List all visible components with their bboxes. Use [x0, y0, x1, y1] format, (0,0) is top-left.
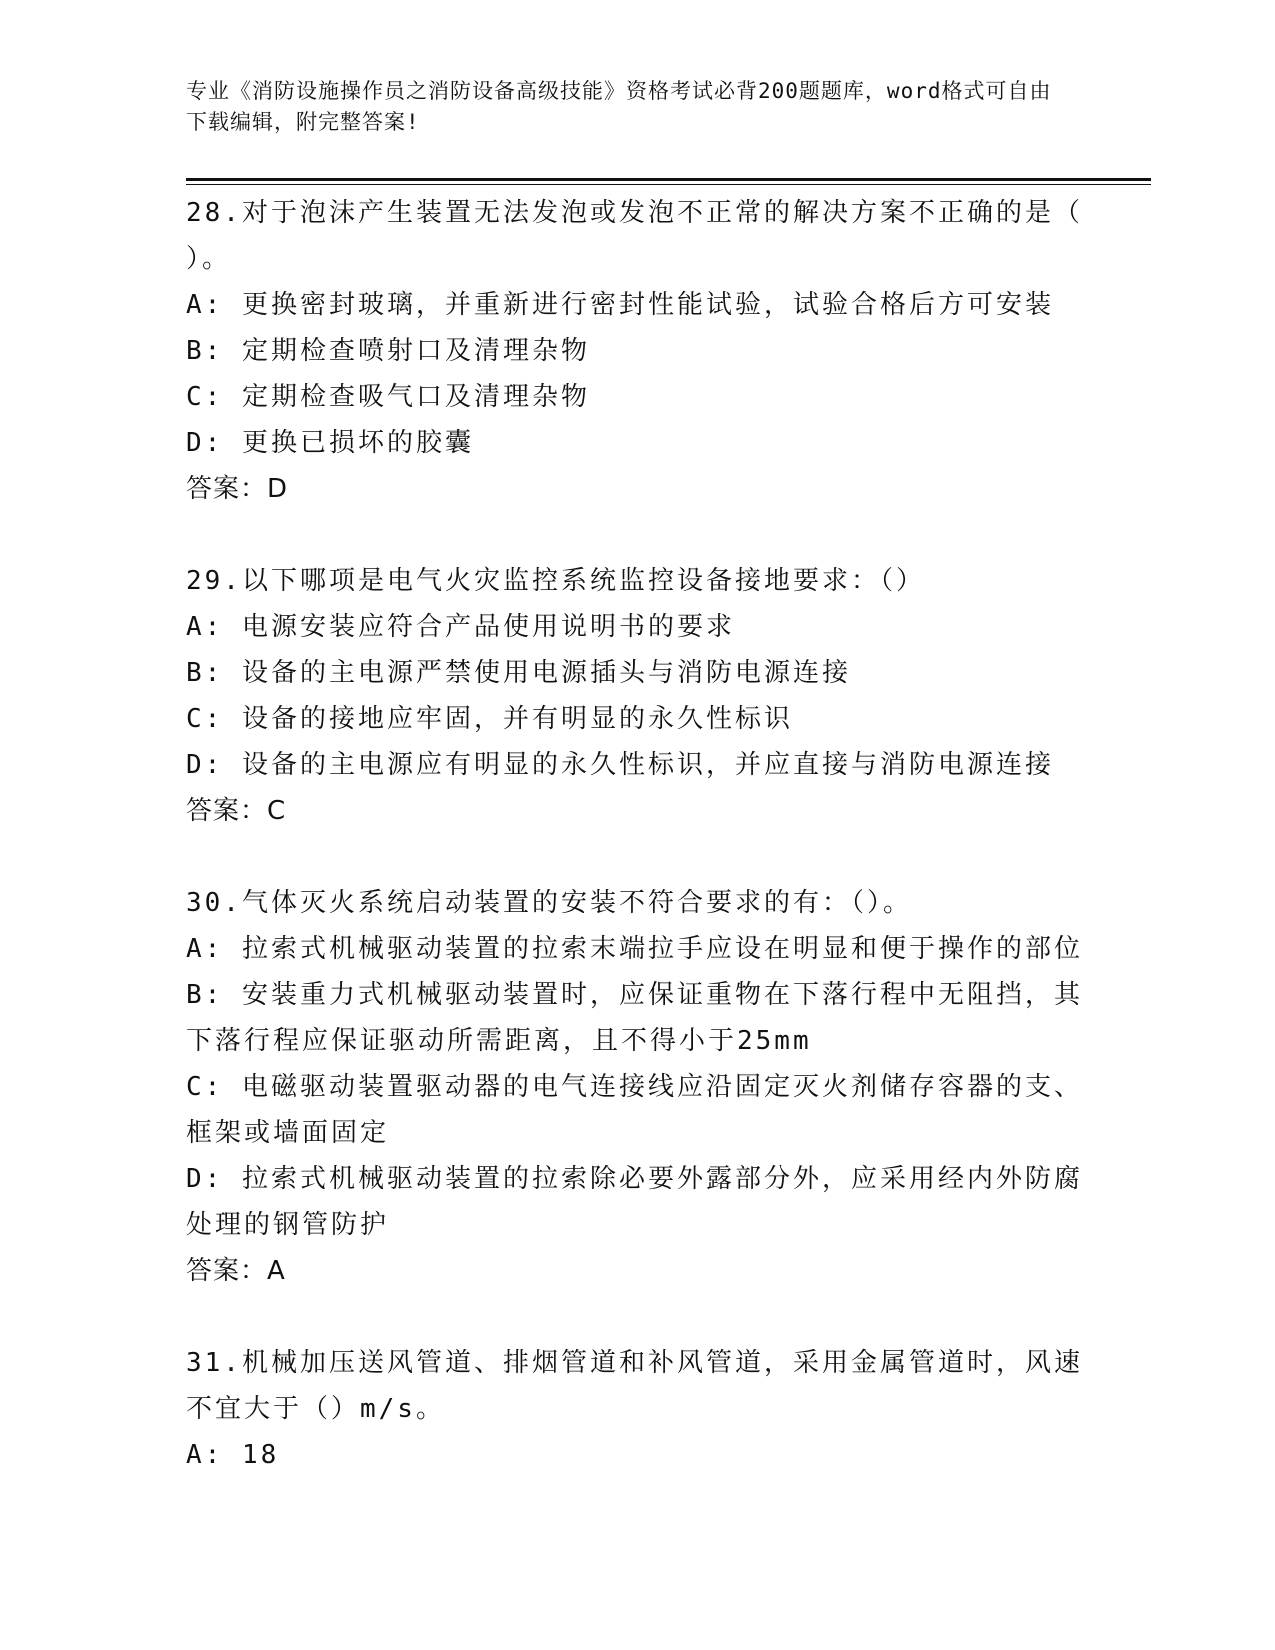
question-29: [186, 558, 1086, 834]
option-b: B: 设备的主电源严禁使用电源插头与消防电源连接: [186, 658, 851, 688]
question-list: [186, 190, 1086, 1524]
answer-label: 答案：D: [186, 474, 289, 504]
question-28: [186, 190, 1086, 512]
question-stem: 28.对于泡沫产生装置无法发泡或发泡不正常的解决方案不正确的是（ ）。: [186, 198, 1083, 274]
option-b: B: 定期检查喷射口及清理杂物: [186, 336, 590, 366]
question-30: [186, 880, 1086, 1294]
question-stem: 31.机械加压送风管道、排烟管道和补风管道，采用金属管道时，风速不宜大于（）m/s。: [186, 1348, 1083, 1424]
document-header: [186, 76, 1066, 138]
question-31: [186, 1340, 1086, 1478]
question-stem: 30.气体灭火系统启动装置的安装不符合要求的有：（）。: [186, 888, 912, 918]
option-d: D: 更换已损坏的胶囊: [186, 428, 474, 458]
answer-label: 答案：A: [186, 1256, 286, 1286]
option-c: C: 设备的接地应牢固，并有明显的永久性标识: [186, 704, 793, 734]
option-a: A: 更换密封玻璃，并重新进行密封性能试验，试验合格后方可安装: [186, 290, 1054, 320]
option-c: C: 电磁驱动装置驱动器的电气连接线应沿固定灭火剂储存容器的支、框架或墙面固定: [186, 1072, 1083, 1148]
option-a: A: 电源安装应符合产品使用说明书的要求: [186, 612, 735, 642]
header-divider-thick: [186, 178, 1151, 181]
option-d: D: 设备的主电源应有明显的永久性标识，并应直接与消防电源连接: [186, 750, 1054, 780]
option-c: C: 定期检查吸气口及清理杂物: [186, 382, 590, 412]
header-intro-text: 专业《消防设施操作员之消防设备高级技能》资格考试必背200题题库，word格式可自由下载编辑，附完整答案!: [186, 79, 1052, 134]
question-stem: 29.以下哪项是电气火灾监控系统监控设备接地要求：（）: [186, 566, 925, 596]
option-b: B: 安装重力式机械驱动装置时，应保证重物在下落行程中无阻挡，其下落行程应保证驱动所需距离，且不得小于25mm: [186, 980, 1083, 1056]
option-a: A: 拉索式机械驱动装置的拉索末端拉手应设在明显和便于操作的部位: [186, 934, 1083, 964]
option-a: A: 18: [186, 1440, 280, 1470]
header-divider-thin: [186, 184, 1151, 185]
answer-label: 答案：C: [186, 796, 287, 826]
option-d: D: 拉索式机械驱动装置的拉索除必要外露部分外，应采用经内外防腐处理的钢管防护: [186, 1164, 1083, 1240]
